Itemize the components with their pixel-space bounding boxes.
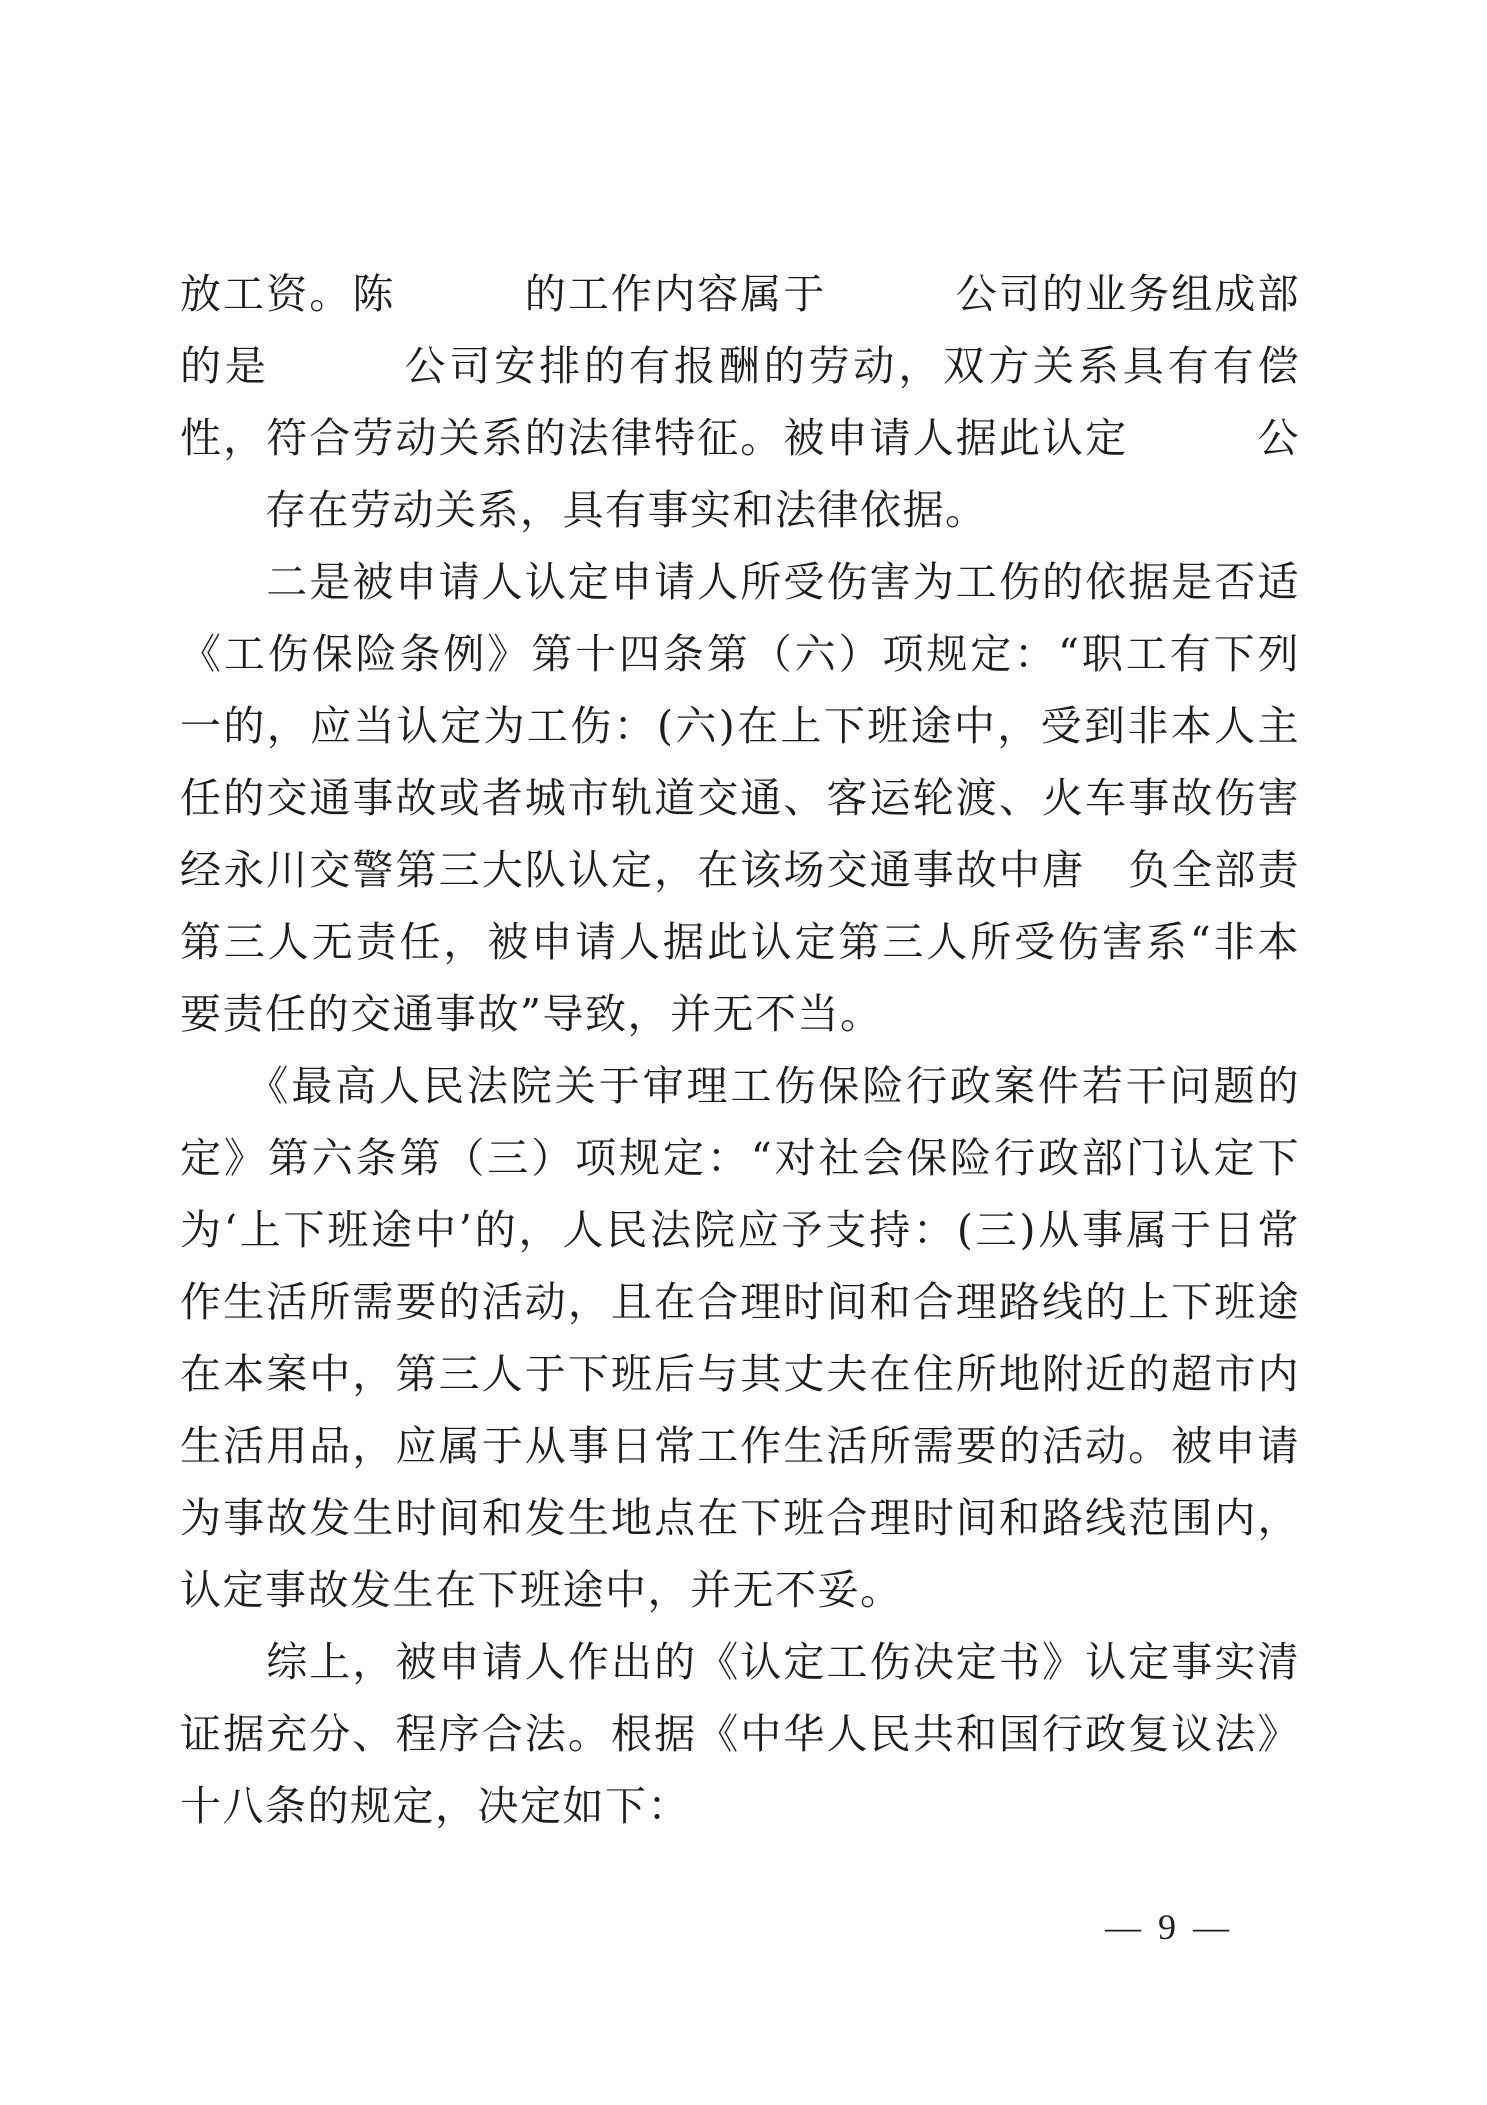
text-line-12: 《最高人民法院关于审理工伤保险行政案件若干问题的 [267,1062,1300,1110]
body-text [180,258,1300,1842]
text-line-14: 为‘上下班途中’的，人民法院应予支持：(三)从事属于日常 [180,1206,1300,1254]
text-line-18: 为事故发生时间和发生地点在下班合理时间和路线范围内， [180,1494,1300,1542]
text-line-15: 作生活所需要的活动，且在合理时间和合理路线的上下班途 [180,1278,1300,1326]
text-line-10: 第三人无责任，被申请人据此认定第三人所受伤害系“非本 [180,918,1300,966]
text-line-8: 任的交通事故或者城市轨道交通、客运轮渡、火车事故伤害 [180,774,1300,822]
text-line-13: 定》第六条第（三）项规定：“对社会保险行政部门认定下 [180,1134,1300,1182]
text-line-6: 《工伤保险条例》第十四条第（六）项规定：“职工有下列 [180,630,1300,678]
text-line-17: 生活用品，应属于从事日常工作生活所需要的活动。被申请 [180,1422,1300,1470]
text-line-4: 存在劳动关系，具有事实和法律依据。 [180,486,988,534]
text-line-7: 一的，应当认定为工伤：(六)在上下班途中，受到非本人主 [180,702,1300,750]
text-line-20: 综上，被申请人作出的《认定工伤决定书》认定事实清 [266,1638,1300,1686]
text-line-19: 认定事故发生在下班途中，并无不妥。 [180,1566,903,1614]
text-line-9: 经永川交警第三大队认定，在该场交通事故中唐 负全部责 [180,846,1300,894]
text-line-16: 在本案中，第三人于下班后与其丈夫在住所地附近的超市内 [180,1350,1300,1398]
text-line-2: 的是 公司安排的有报酬的劳动，双方关系具有有偿 [180,342,1300,390]
text-line-21: 证据充分、程序合法。根据《中华人民共和国行政复议法》 [180,1710,1300,1758]
text-line-3: 性，符合劳动关系的法律特征。被申请人据此认定 公 [180,414,1300,462]
text-line-22: 十八条的规定，决定如下： [180,1782,690,1830]
text-line-11: 要责任的交通事故”导致，并无不当。 [180,990,883,1038]
text-line-1: 放工资。陈 的工作内容属于 公司的业务组成部 [180,270,1300,318]
text-line-5: 二是被申请人认定申请人所受伤害为工伤的依据是否适 [266,558,1300,606]
page-number: — 9 — [1105,1907,1233,1947]
